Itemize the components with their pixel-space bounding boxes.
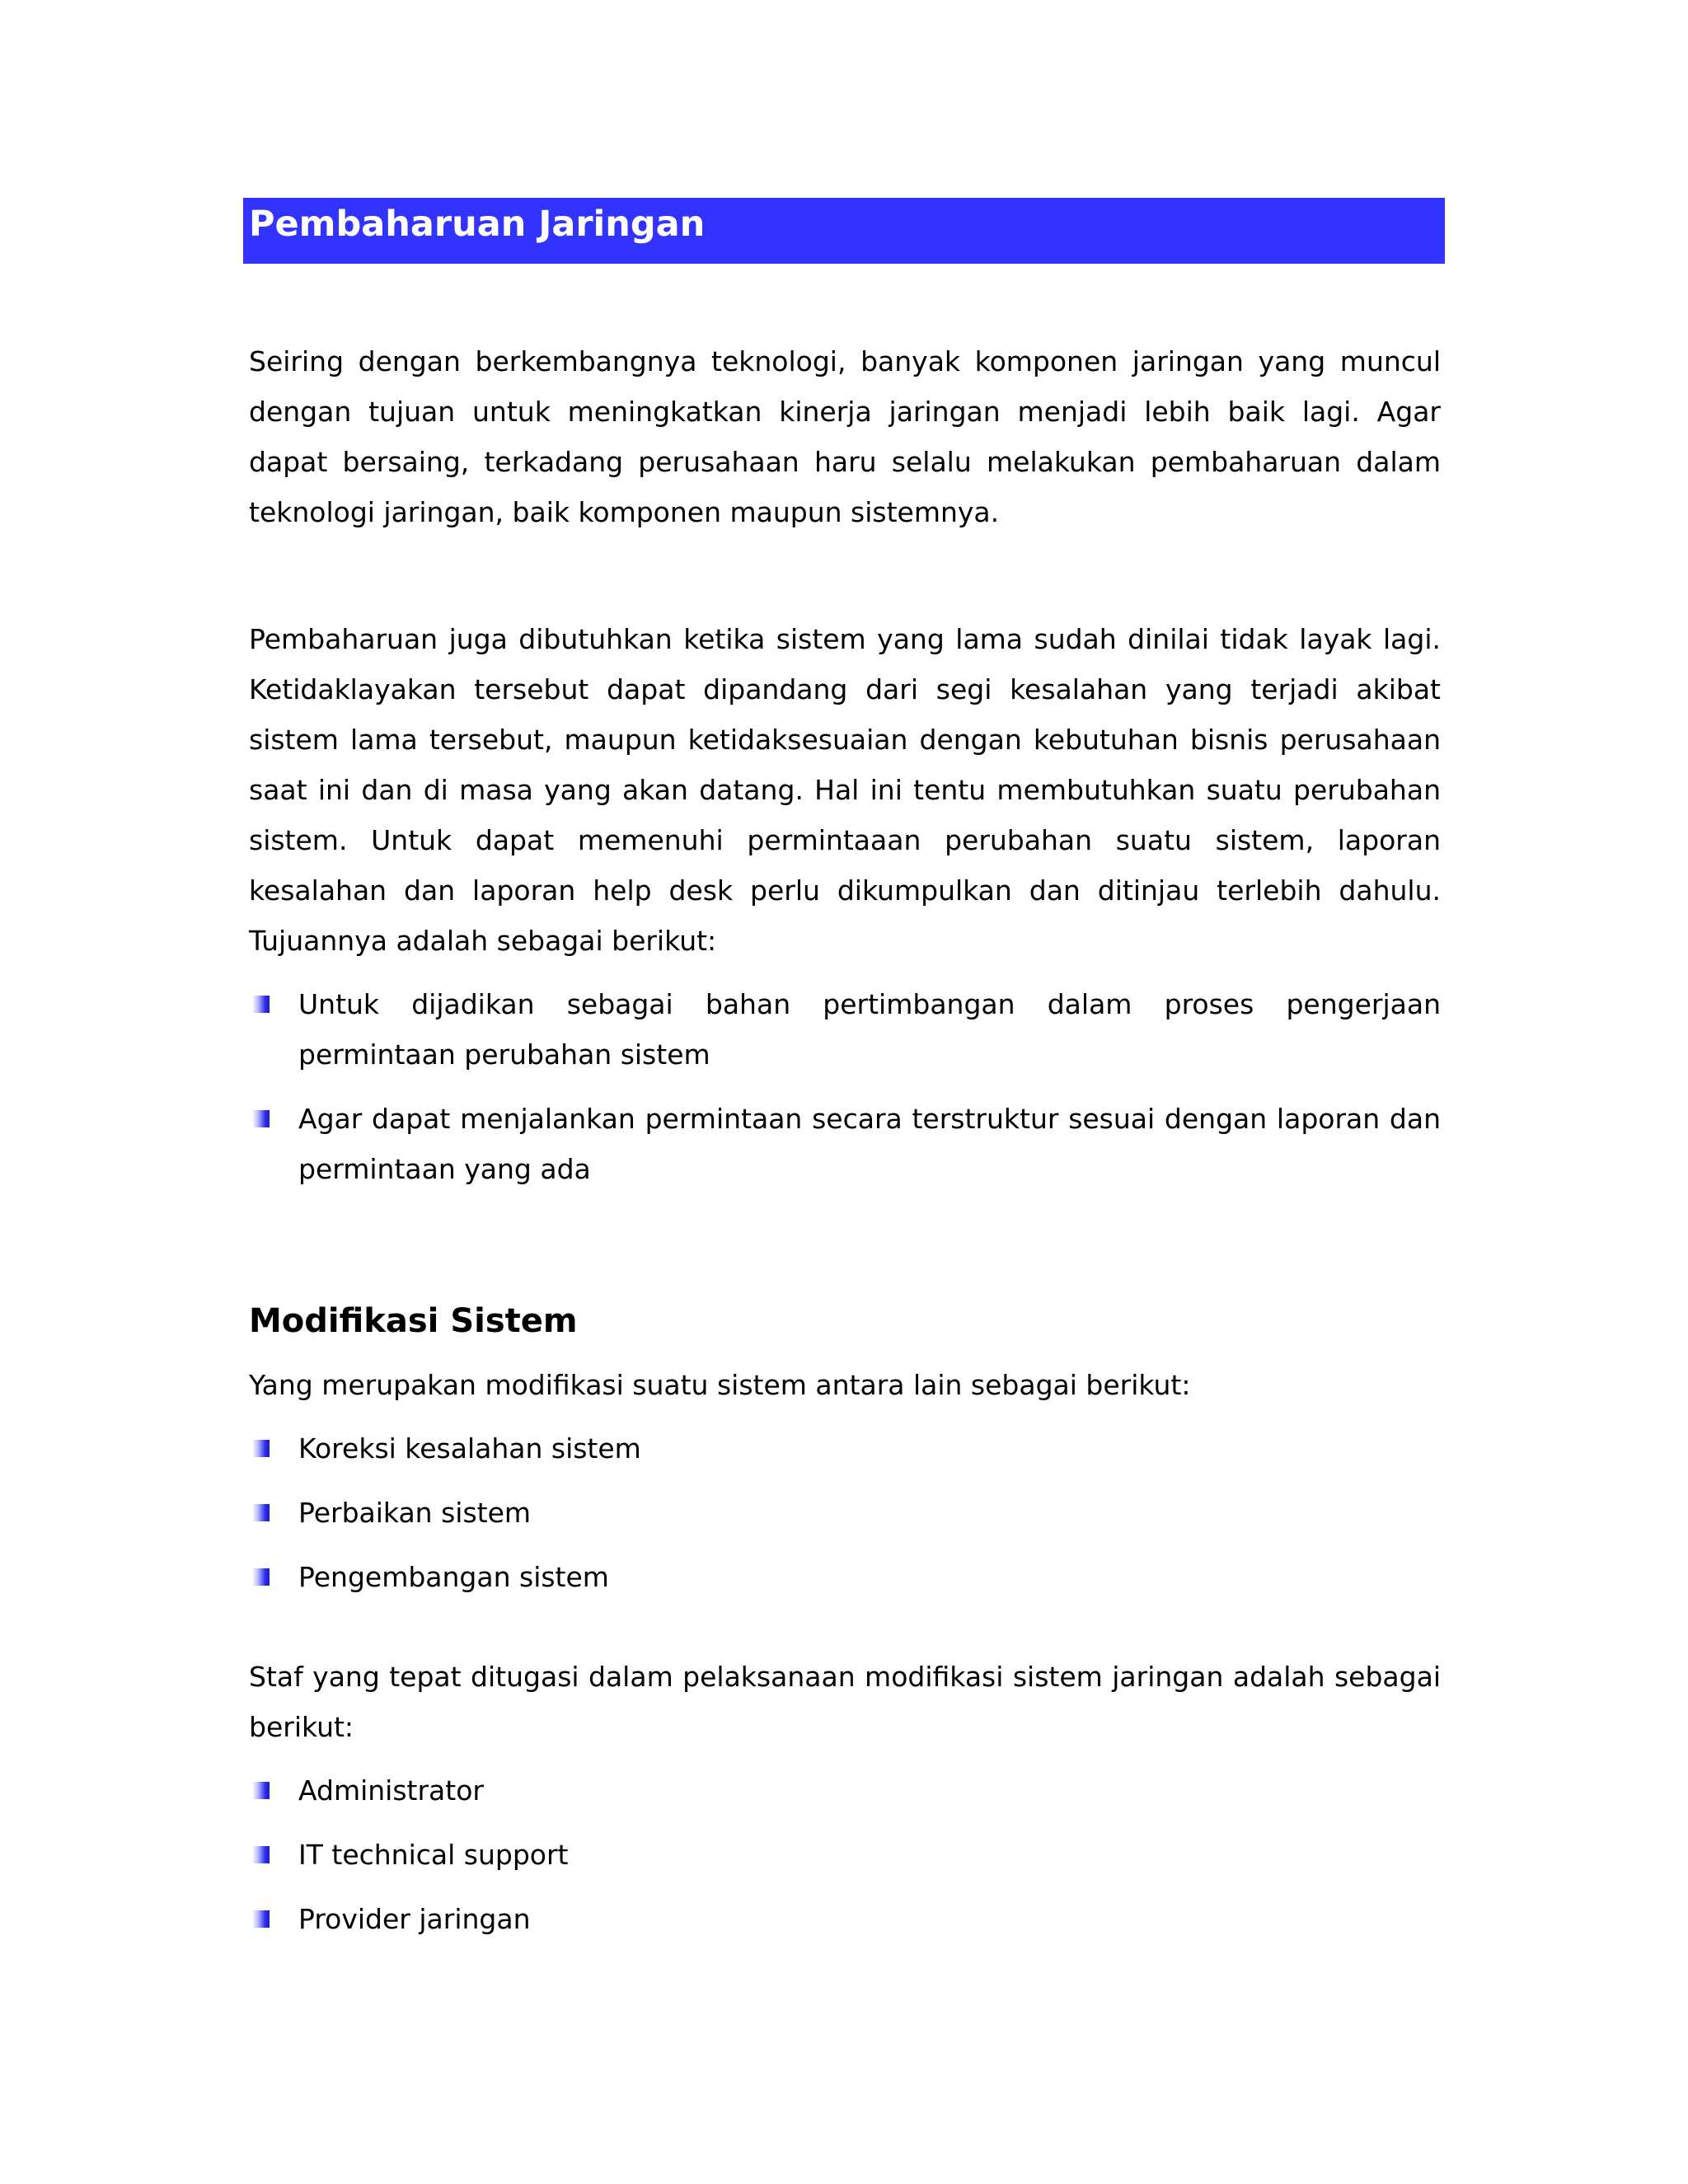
square-bullet-icon [252, 1782, 270, 1799]
purpose-list [249, 979, 1441, 1194]
section-heading-modifikasi: Modifikasi Sistem [249, 1302, 578, 1340]
list-item-text: Pengembangan sistem [298, 1561, 609, 1593]
list-item-text: Untuk dijadikan sebagai bahan pertimbangan dalam proses pengerjaan permintaan perubahan sistem [298, 988, 1441, 1071]
square-bullet-icon [252, 1910, 270, 1928]
list-item [249, 979, 1441, 1080]
staff-intro: Staf yang tepat ditugasi dalam pelaksanaan modifikasi sistem jaringan adalah sebagai berikut: [249, 1661, 1441, 1743]
list-item [249, 1488, 1441, 1538]
page-title: Pembaharuan Jaringan [249, 204, 706, 245]
list-item [249, 1765, 1441, 1816]
modification-intro: Yang merupakan modifikasi suatu sistem antara lain sebagai berikut: [249, 1369, 1191, 1401]
list-item [249, 1552, 1441, 1602]
list-item-text: Koreksi kesalahan sistem [298, 1432, 641, 1465]
list-item-text: Administrator [298, 1774, 484, 1807]
square-bullet-icon [252, 1440, 270, 1457]
square-bullet-icon [252, 1110, 270, 1127]
square-bullet-icon [252, 996, 270, 1013]
document-body [249, 336, 1441, 1958]
list-item-text: Agar dapat menjalankan permintaan secara terstruktur sesuai dengan laporan dan permintaan yang ada [298, 1103, 1441, 1185]
list-item [249, 1423, 1441, 1474]
list-item-text: Perbaikan sistem [298, 1497, 532, 1529]
square-bullet-icon [252, 1846, 270, 1863]
modification-list [249, 1423, 1441, 1602]
intro-paragraph-1: Seiring dengan berkembangnya teknologi, banyak komponen jaringan yang muncul dengan tujuan untuk meningkatkan kinerja jaringan menjadi lebih baik lagi. Agar dapat bersaing, terkadang perusahaan haru selalu melakukan pembaharuan dalam teknologi jaringan, baik komponen maupun sistemnya. [249, 345, 1441, 528]
square-bullet-icon [252, 1504, 270, 1521]
staff-list [249, 1765, 1441, 1944]
list-item [249, 1830, 1441, 1880]
square-bullet-icon [252, 1568, 270, 1586]
page-title-bar [243, 198, 1445, 264]
list-item [249, 1894, 1441, 1944]
intro-paragraph-2: Pembaharuan juga dibutuhkan ketika sistem yang lama sudah dinilai tidak layak lagi. Ketidaklayakan tersebut dapat dipandang dari segi kesalahan yang terjadi akibat sistem lama tersebut, maupun ketidaksesuaian dengan kebutuhan bisnis perusahaan saat ini dan di masa yang akan datang. Hal ini tentu membutuhkan suatu perubahan sistem. Untuk dapat memenuhi permintaaan perubahan suatu sistem, laporan kesalahan dan laporan help desk perlu dikumpulkan dan ditinjau terlebih dahulu. Tujuannya adalah sebagai berikut: [249, 623, 1441, 957]
list-item-text: IT technical support [298, 1839, 569, 1871]
list-item [249, 1094, 1441, 1194]
list-item-text: Provider jaringan [298, 1903, 531, 1935]
